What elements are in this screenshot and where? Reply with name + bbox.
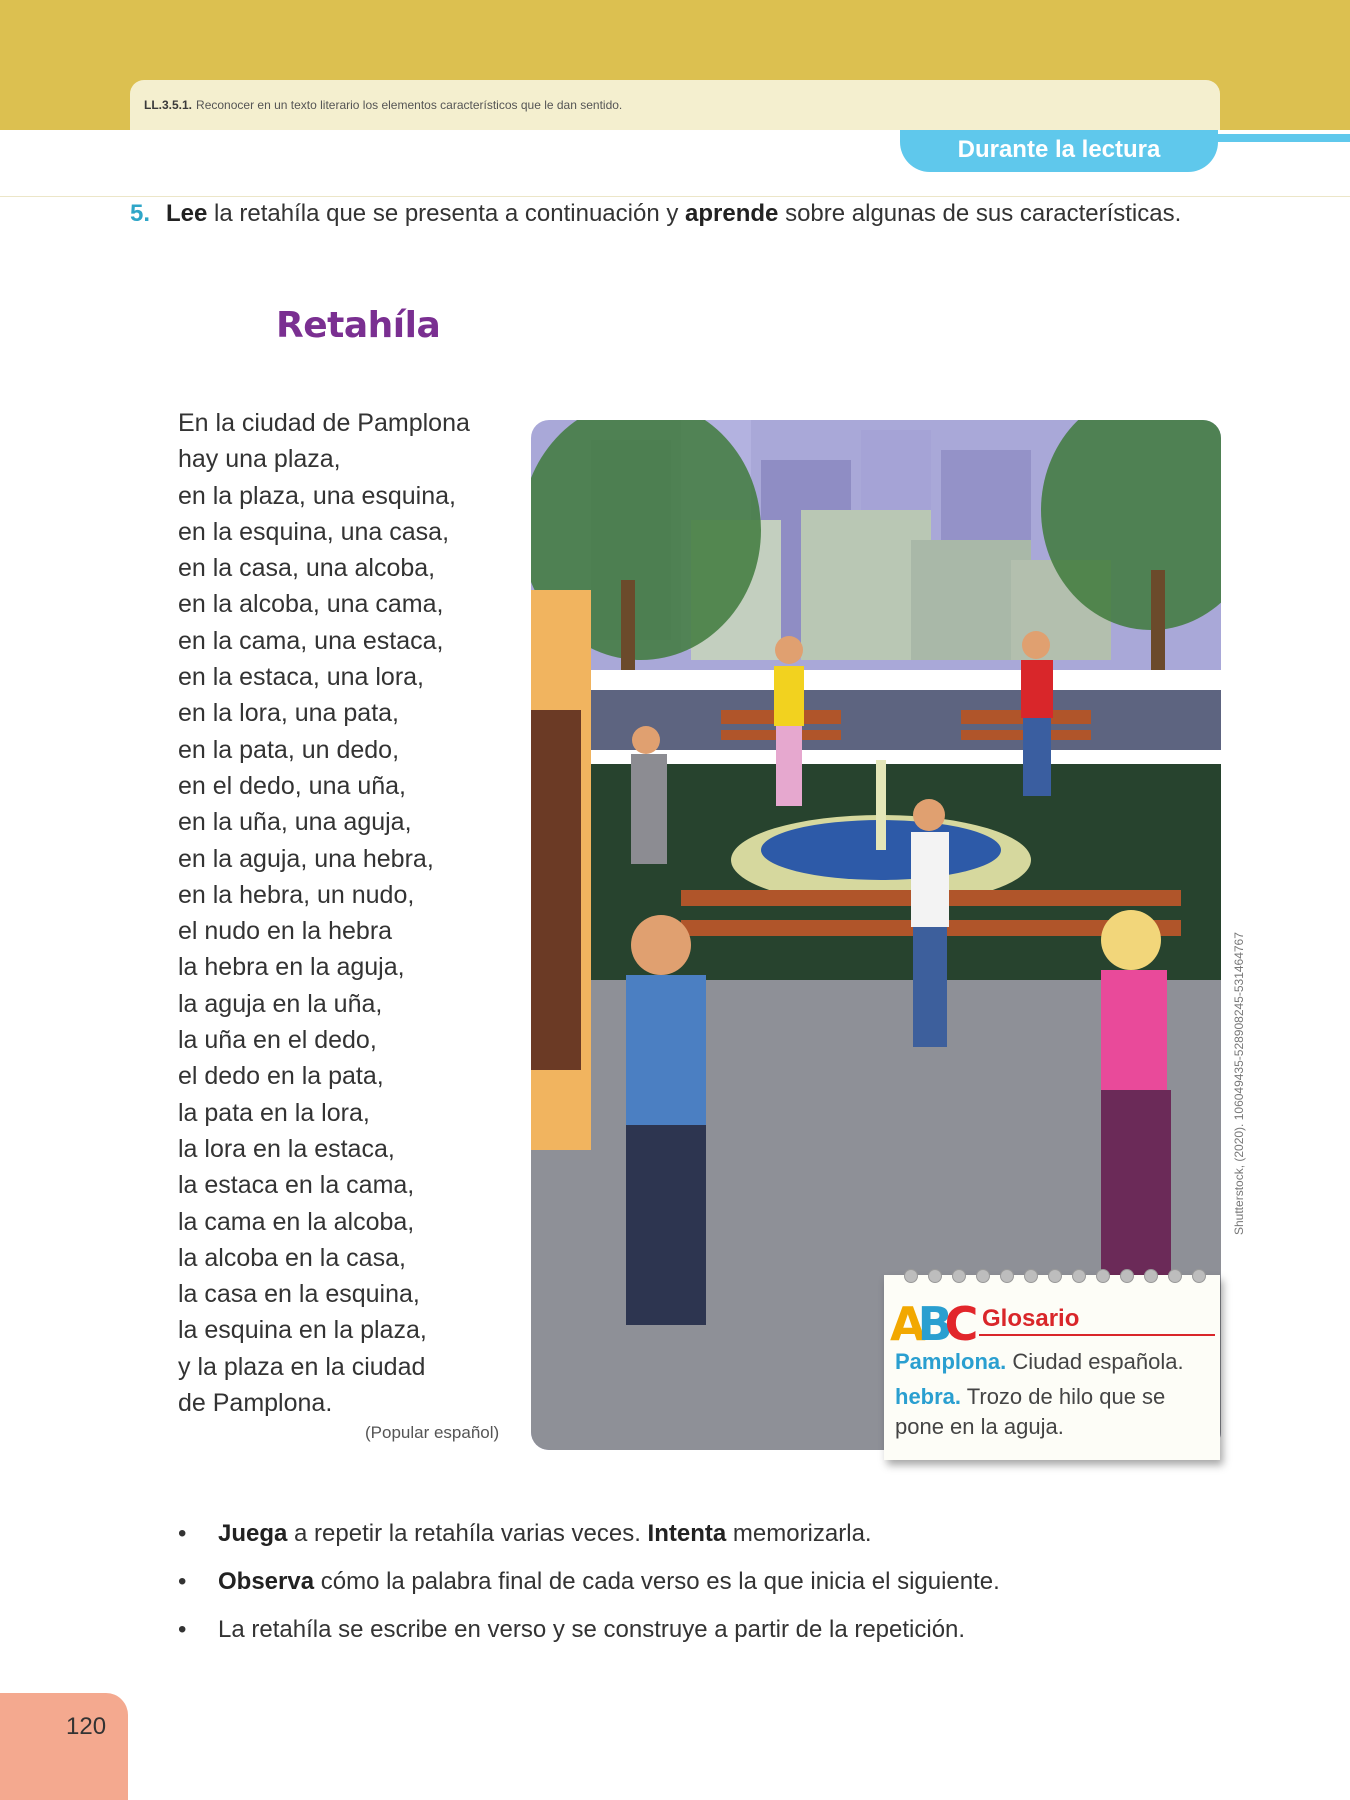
bullet-text-2: memorizarla.: [726, 1520, 872, 1547]
binder-ring: [1144, 1269, 1158, 1283]
bullet-verb: Juega: [218, 1520, 288, 1547]
binder-ring: [952, 1269, 966, 1283]
poem-line: la alcoba en la casa,: [178, 1243, 406, 1272]
instruction-verb-1: Lee: [166, 200, 208, 227]
binder-ring: [1072, 1269, 1086, 1283]
bullet-text: cómo la palabra final de cada verso es la que inicia el siguiente.: [314, 1568, 1000, 1595]
poem-line: la lora en la estaca,: [178, 1134, 395, 1163]
bullet-item: [178, 1558, 1228, 1606]
page-number: 120: [66, 1713, 107, 1740]
poem-line: en el dedo, una uña,: [178, 771, 406, 800]
poem-line: el dedo en la pata,: [178, 1062, 384, 1091]
poem-line: la esquina en la plaza,: [178, 1316, 427, 1345]
poem-line: en la casa, una alcoba,: [178, 554, 436, 583]
bullet-text: a repetir la retahíla varias veces.: [287, 1520, 648, 1547]
binder-ring: [928, 1269, 942, 1283]
glossary-binder-rings: [884, 1269, 1220, 1283]
bullet-dot-icon: •: [178, 1568, 187, 1595]
bullet-dot-icon: •: [178, 1520, 187, 1547]
poem-line: hay una plaza,: [178, 445, 341, 474]
poem-line: de Pamplona.: [178, 1389, 333, 1418]
poem-line: en la esquina, una casa,: [178, 517, 450, 546]
binder-ring: [1000, 1269, 1014, 1283]
poem-line: la cama en la alcoba,: [178, 1207, 415, 1236]
poem-line: la uña en el dedo,: [178, 1026, 377, 1055]
image-credit-text: Shutterstock, (2020). 106049435-528908245-531464767: [1232, 932, 1246, 1235]
bullet-text: La retahíla se escribe en verso y se construye a partir de la repetición.: [218, 1616, 966, 1643]
bullet-verb: Observa: [218, 1568, 315, 1595]
standard-code: LL.3.5.1.: [144, 98, 193, 112]
glossary-entry: [895, 1382, 1215, 1442]
poem-source: (Popular español): [365, 1423, 500, 1442]
instruction-text-1: la retahíla que se presenta a continuación y: [207, 200, 686, 227]
curriculum-standard: [144, 98, 622, 112]
activity-number: 5.: [130, 200, 151, 227]
glossary-card: [884, 1275, 1220, 1460]
bullet-dot-icon: •: [178, 1616, 187, 1643]
poem-line: la aguja en la uña,: [178, 989, 383, 1018]
poem-title: Retahíla: [276, 305, 441, 346]
binder-ring: [1168, 1269, 1182, 1283]
bullet-verb-2: Intenta: [647, 1520, 727, 1547]
poem-line: y la plaza en la ciudad: [178, 1352, 426, 1381]
poem-line: la casa en la esquina,: [178, 1280, 420, 1309]
instruction-text-2: sobre algunas de sus características.: [778, 200, 1182, 227]
poem-line: en la aguja, una hebra,: [178, 844, 434, 873]
binder-ring: [1024, 1269, 1038, 1283]
standard-text: Reconocer en un texto literario los elementos característicos que le dan sentido.: [196, 98, 623, 112]
poem-line: en la alcoba, una cama,: [178, 590, 444, 619]
binder-ring: [976, 1269, 990, 1283]
poem-line: la hebra en la aguja,: [178, 953, 405, 982]
bullet-item: [178, 1606, 1228, 1654]
poem-line: el nudo en la hebra: [178, 917, 393, 946]
page-number-tab: [0, 1693, 128, 1800]
section-tab-label: Durante la lectura: [957, 136, 1161, 163]
poem-line: la pata en la lora,: [178, 1098, 370, 1127]
section-tab: [900, 130, 1218, 172]
instruction-verb-2: aprende: [685, 200, 779, 227]
binder-ring: [1192, 1269, 1206, 1283]
bullet-item: [178, 1510, 1228, 1558]
poem-line: en la pata, un dedo,: [178, 735, 400, 764]
poem-verses: [178, 405, 508, 1421]
poem-line: en la cama, una estaca,: [178, 626, 444, 655]
curriculum-standard-box: [130, 80, 1220, 130]
poem-line: en la estaca, una lora,: [178, 663, 424, 692]
poem-line: en la hebra, un nudo,: [178, 880, 415, 909]
glossary-term: Pamplona.: [895, 1349, 1007, 1374]
binder-ring: [904, 1269, 918, 1283]
glossary-title-rule: [979, 1334, 1215, 1336]
poem-line: en la plaza, una esquina,: [178, 481, 456, 510]
glossary-term: hebra.: [895, 1384, 962, 1409]
image-credit: [1232, 885, 1246, 1235]
poem-line: la estaca en la cama,: [178, 1171, 415, 1200]
activity-bullets: [178, 1510, 1228, 1654]
poem-line: en la lora, una pata,: [178, 699, 399, 728]
binder-ring: [1048, 1269, 1062, 1283]
binder-ring: [1120, 1269, 1134, 1283]
glossary-title: Glosario: [982, 1305, 1080, 1332]
activity-instruction: [130, 200, 1181, 228]
glossary-definition: Ciudad española.: [1006, 1349, 1184, 1374]
poem-line: en la uña, una aguja,: [178, 808, 412, 837]
glossary-definition: Trozo de hilo que se pone en la aguja.: [895, 1384, 1166, 1439]
abc-logo-icon: ABC: [890, 1297, 971, 1351]
binder-ring: [1096, 1269, 1110, 1283]
poem-line: En la ciudad de Pamplona: [178, 409, 470, 437]
glossary-entry: [895, 1347, 1215, 1377]
